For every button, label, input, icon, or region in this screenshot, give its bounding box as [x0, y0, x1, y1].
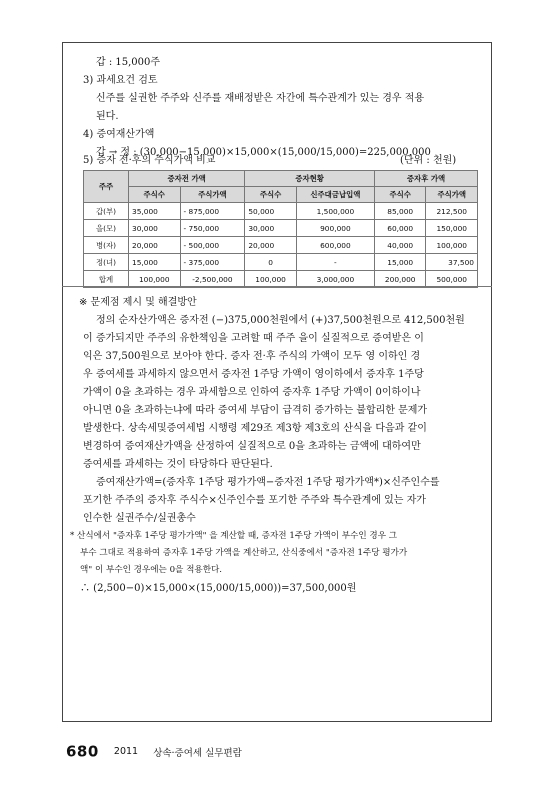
- formula-line: 포기한 주주의 증자후 주식수×신주인수를 포기한 주주와 특수관계에 있는 자가: [83, 495, 426, 506]
- footer-book-title: 상속·증여세 실무편람: [153, 747, 242, 759]
- header-after: 증자후 가액: [374, 171, 477, 187]
- table-cell: - 750,000: [180, 220, 245, 237]
- table-cell: 을(모): [84, 220, 129, 237]
- table-cell: 40,000: [374, 237, 426, 254]
- subheading: 4) 증여재산가액: [83, 129, 155, 140]
- table-cell: 60,000: [374, 220, 426, 237]
- table-cell: 0: [245, 254, 297, 271]
- formula-line: 증여재산가액=(증자후 1주당 평가가액−증자전 1주당 평가가액*)×신주인수를: [96, 477, 440, 488]
- table-cell: 37,500: [426, 254, 478, 271]
- section-divider: [62, 286, 492, 287]
- table-cell: - 500,000: [180, 237, 245, 254]
- text-line: 갑 : 15,000주: [96, 57, 161, 68]
- header-value: 주식가액: [180, 187, 245, 203]
- header-shares: 주식수: [129, 187, 181, 203]
- header-status: 증자현황: [245, 171, 375, 187]
- table-cell: 35,000: [129, 203, 181, 220]
- equation-line: 갑 → 정 : (30,000−15,000)×15,000×(15,000/15,000)=225,000,000: [96, 147, 431, 158]
- section-title: ※ 문제점 제시 및 해결방안: [79, 297, 197, 308]
- table-cell: 1,500,000: [296, 203, 374, 220]
- table-cell: 3,000,000: [296, 271, 374, 288]
- table-cell: 50,000: [245, 203, 297, 220]
- body-line: 아니면 0을 초과하는냐에 따라 증여세 부담이 급격히 증가하는 불합리한 문제가: [83, 405, 428, 416]
- header-shares: 주식수: [245, 187, 297, 203]
- subheading: 3) 과세요건 검토: [83, 75, 158, 86]
- table-cell: 20,000: [245, 237, 297, 254]
- stock-value-table: [83, 170, 478, 288]
- table-cell: 병(자): [84, 237, 129, 254]
- body-line: 가액이 0을 초과하는 경우 과세함으로 인하여 증자후 1주당 가액이 0이하이나: [83, 387, 421, 398]
- table-cell: 30,000: [129, 220, 181, 237]
- note-line: 액" 이 부수인 경우에는 0을 적용한다.: [80, 565, 223, 575]
- table-cell: 150,000: [426, 220, 478, 237]
- note-line: 부수 그대로 적용하여 증자후 1주당 가액을 계산하고, 산식중에서 "증자전 1주당 평가가: [80, 548, 408, 558]
- table-cell: 100,000: [245, 271, 297, 288]
- body-line: 증여세를 과세하는 것이 타당하다 판단된다.: [83, 459, 273, 470]
- table-cell: 갑(부): [84, 203, 129, 220]
- body-line: 익은 37,500원으로 보아야 한다. 증자 전·후 주식의 가액이 모두 영 이하인 경: [83, 351, 421, 362]
- table-row: [84, 203, 478, 220]
- body-line: 변경하여 증여재산가액을 산정하여 실질적으로 0을 초과하는 금액에 대하여만: [83, 441, 421, 452]
- note-line: * 산식에서 "증자후 1주당 평가가액" 을 계산할 때, 증자전 1주당 가액이 부수인 경우 그: [70, 531, 398, 541]
- body-line: 정의 순자산가액은 증자전 (−)375,000천원에서 (+)37,500천원으로 412,500천원: [96, 315, 465, 326]
- table-cell: 900,000: [296, 220, 374, 237]
- table-cell: 30,000: [245, 220, 297, 237]
- table-row: [84, 237, 478, 254]
- table-cell: 200,000: [374, 271, 426, 288]
- table-row: [84, 254, 478, 271]
- table-cell: -2,500,000: [180, 271, 245, 288]
- text-line: 된다.: [96, 111, 119, 122]
- page-footer: [66, 741, 242, 761]
- page-number: 680: [66, 742, 99, 761]
- body-line: 우 증여세를 과세하지 않으면서 증자전 1주당 가액이 영이하에서 증자후 1주당: [83, 369, 424, 380]
- body-line: 발생한다. 상속세및증여세법 시행령 제29조 제3항 제3호의 산식을 다음과 같이: [83, 423, 427, 434]
- table-cell: 500,000: [426, 271, 478, 288]
- header-shareholder: 주주: [84, 171, 129, 203]
- table-cell: - 875,000: [180, 203, 245, 220]
- header-payment: 신주대금납입액: [296, 187, 374, 203]
- table-cell: 85,000: [374, 203, 426, 220]
- table-cell: 212,500: [426, 203, 478, 220]
- table-cell: 합계: [84, 271, 129, 288]
- table-title: 5) 증자 전·후의 주식가액 비교: [83, 155, 216, 166]
- body-line: 이 증가되지만 주주의 유한책임을 고려할 때 주주 을이 실질적으로 증여받은 이: [83, 333, 424, 344]
- table-cell: -: [296, 254, 374, 271]
- table-cell: 100,000: [426, 237, 478, 254]
- result-line: ∴ (2,500−0)×15,000×(15,000/15,000))=37,500,000원: [80, 583, 357, 594]
- table-cell: 100,000: [129, 271, 181, 288]
- table-row: [84, 220, 478, 237]
- table-row: [84, 271, 478, 288]
- formula-line: 인수한 실권주수/실권총수: [83, 513, 196, 524]
- table-cell: 20,000: [129, 237, 181, 254]
- table-unit: (단위 : 천원): [400, 155, 457, 166]
- text-line: 신주를 실권한 주주와 신주를 재배정받은 자간에 특수관계가 있는 경우 적용: [96, 93, 425, 104]
- table-cell: 600,000: [296, 237, 374, 254]
- table-cell: 15,000: [129, 254, 181, 271]
- header-value: 주식가액: [426, 187, 478, 203]
- header-shares: 주식수: [374, 187, 426, 203]
- footer-year: 2011: [113, 746, 139, 757]
- table-cell: - 375,000: [180, 254, 245, 271]
- table-cell: 정(녀): [84, 254, 129, 271]
- page-frame: [62, 42, 492, 722]
- table-cell: 15,000: [374, 254, 426, 271]
- header-before: 증자전 가액: [129, 171, 245, 187]
